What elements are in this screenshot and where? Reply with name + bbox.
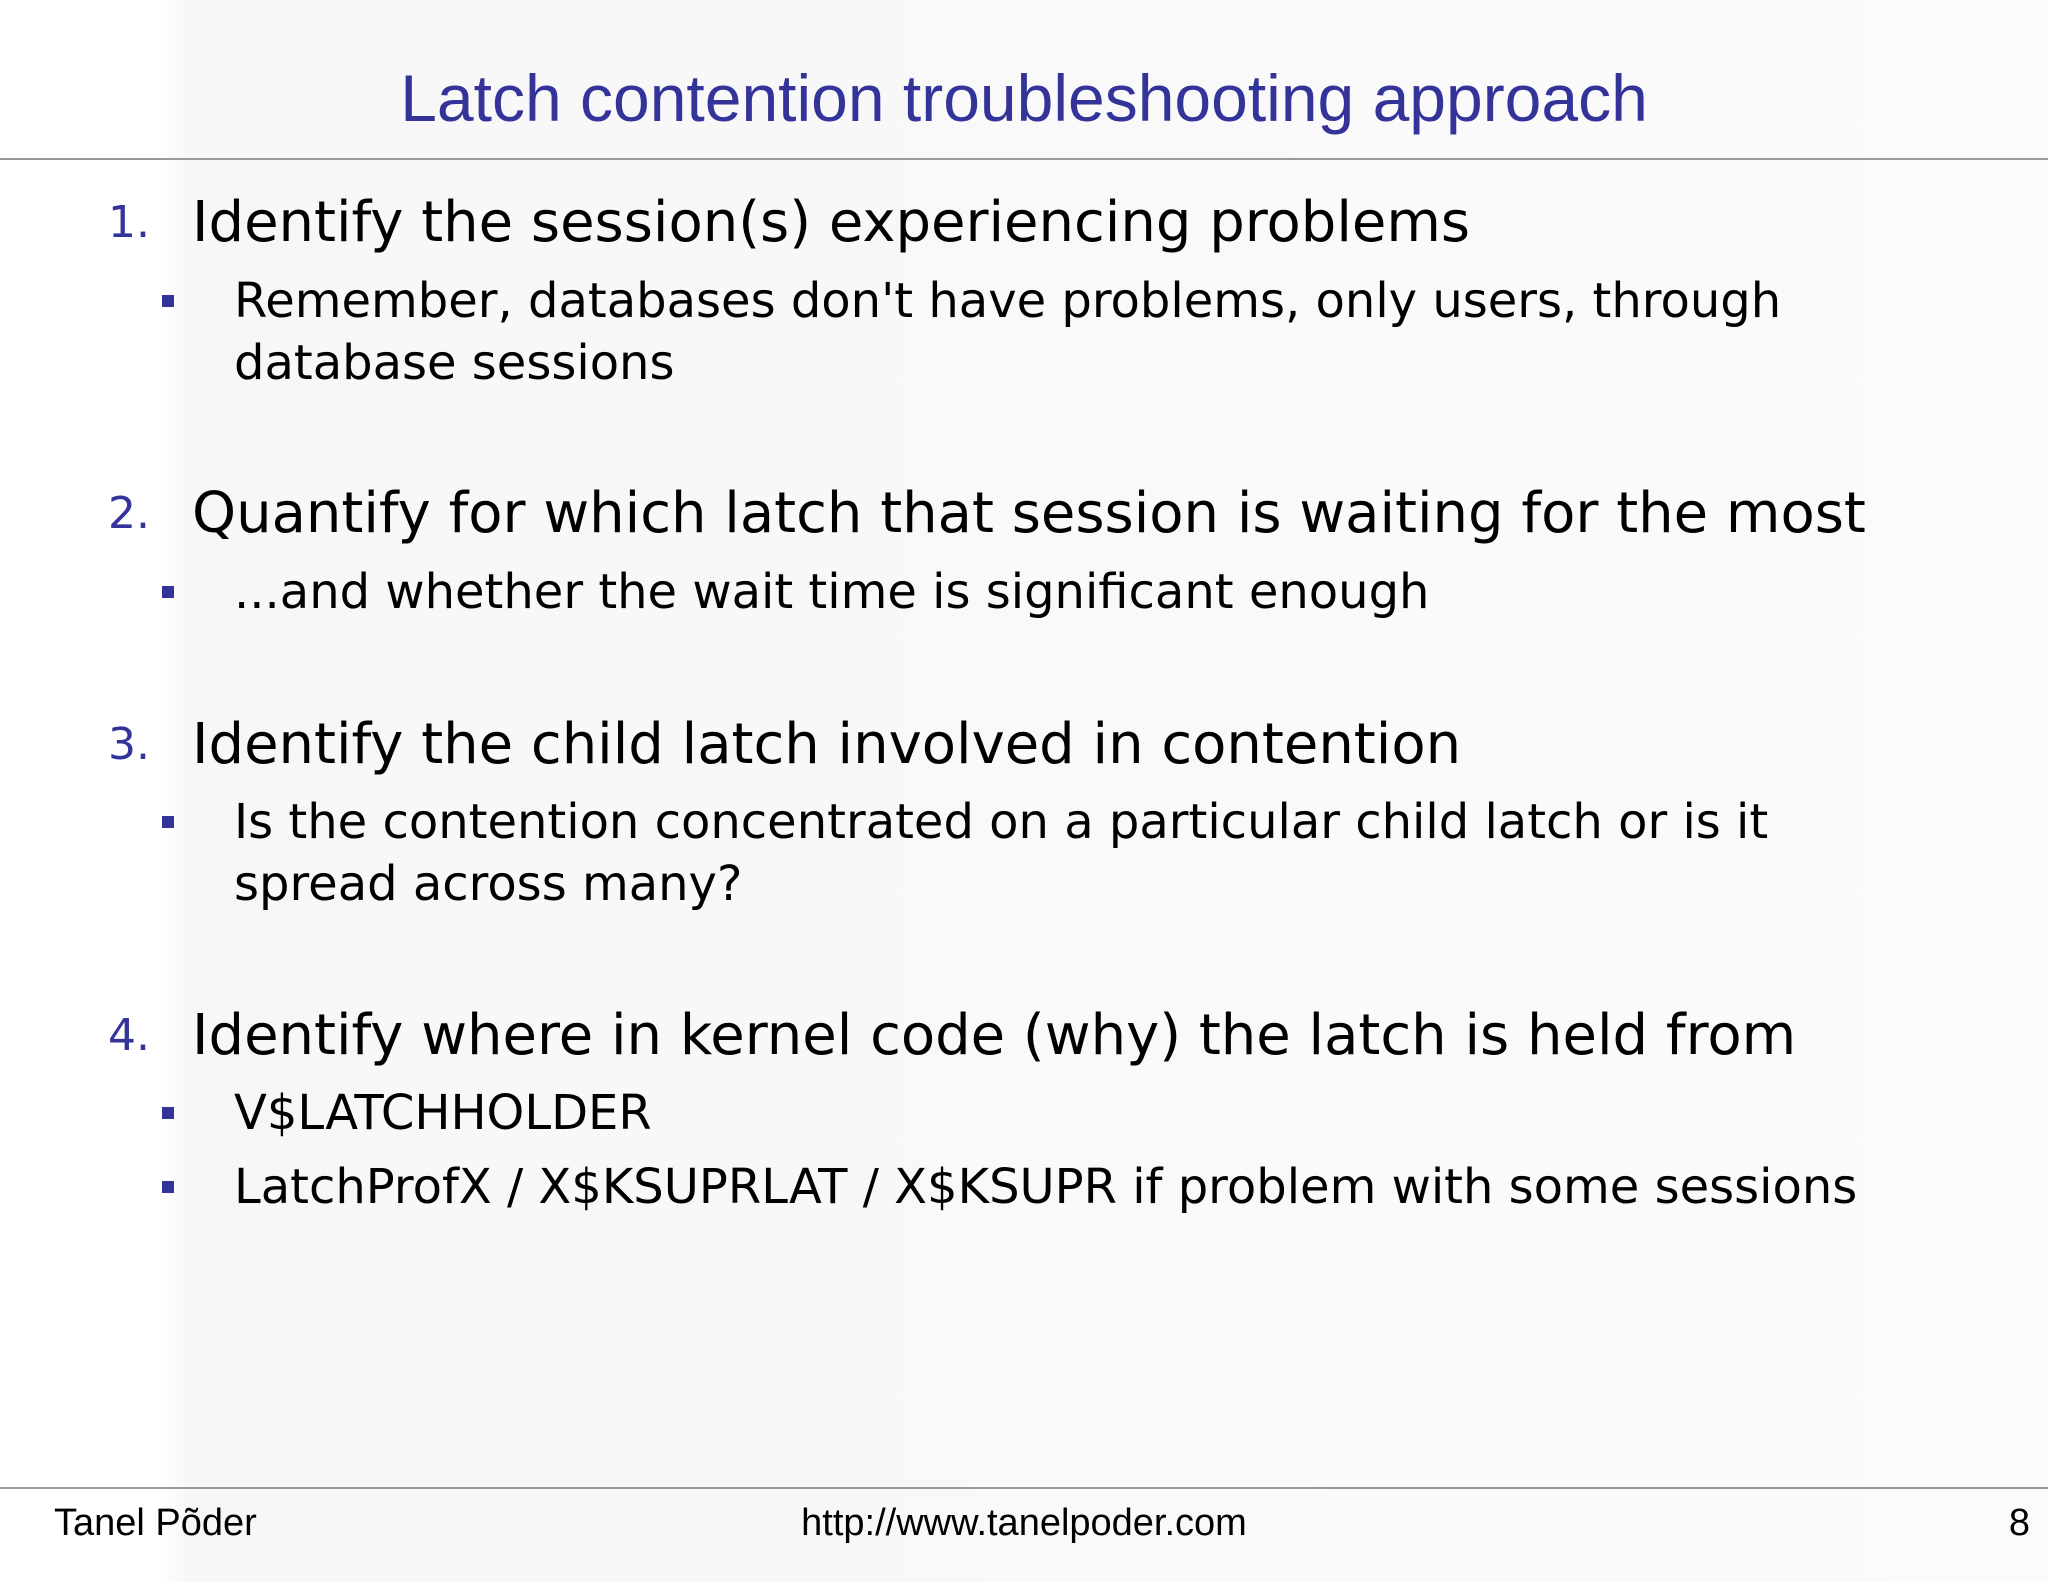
step-text: Identify the session(s) experiencing problems [192,190,1471,255]
bullet-square-icon [162,1107,174,1119]
bullet-square-icon [162,586,174,598]
step-bullet-text: Remember, databases don't have problems, only users, through database sessions [234,273,1782,391]
step-number: 2. [108,488,150,539]
title-divider [0,158,2048,160]
footer-author: Tanel Põder [54,1502,257,1544]
step-number: 4. [108,1010,150,1061]
bullet-square-icon [162,295,174,307]
step-number: 3. [108,719,150,770]
step-bullet-text: Is the contention concentrated on a particular child latch or is it spread across many? [234,794,1769,912]
step-text: Identify where in kernel code (why) the latch is held from [192,1003,1797,1068]
footer-divider [0,1487,2048,1489]
bullet-square-icon [162,816,174,828]
step-bullet-text: ...and whether the wait time is significant enough [234,564,1430,620]
bullet-square-icon [162,1181,174,1193]
footer-page-number: 8 [2008,1502,2030,1544]
step-bullet-text: V$LATCHHOLDER [234,1085,652,1141]
footer-url: http://www.tanelpoder.com [801,1502,1247,1544]
step-text: Quantify for which latch that session is waiting for the most [192,481,1866,546]
slide-title: Latch contention troubleshooting approach [400,61,1648,135]
step-bullet-text: LatchProfX / X$KSUPRLAT / X$KSUPR if problem with some sessions [234,1159,1858,1215]
step-text: Identify the child latch involved in contention [192,712,1462,777]
step-number: 1. [108,197,150,248]
